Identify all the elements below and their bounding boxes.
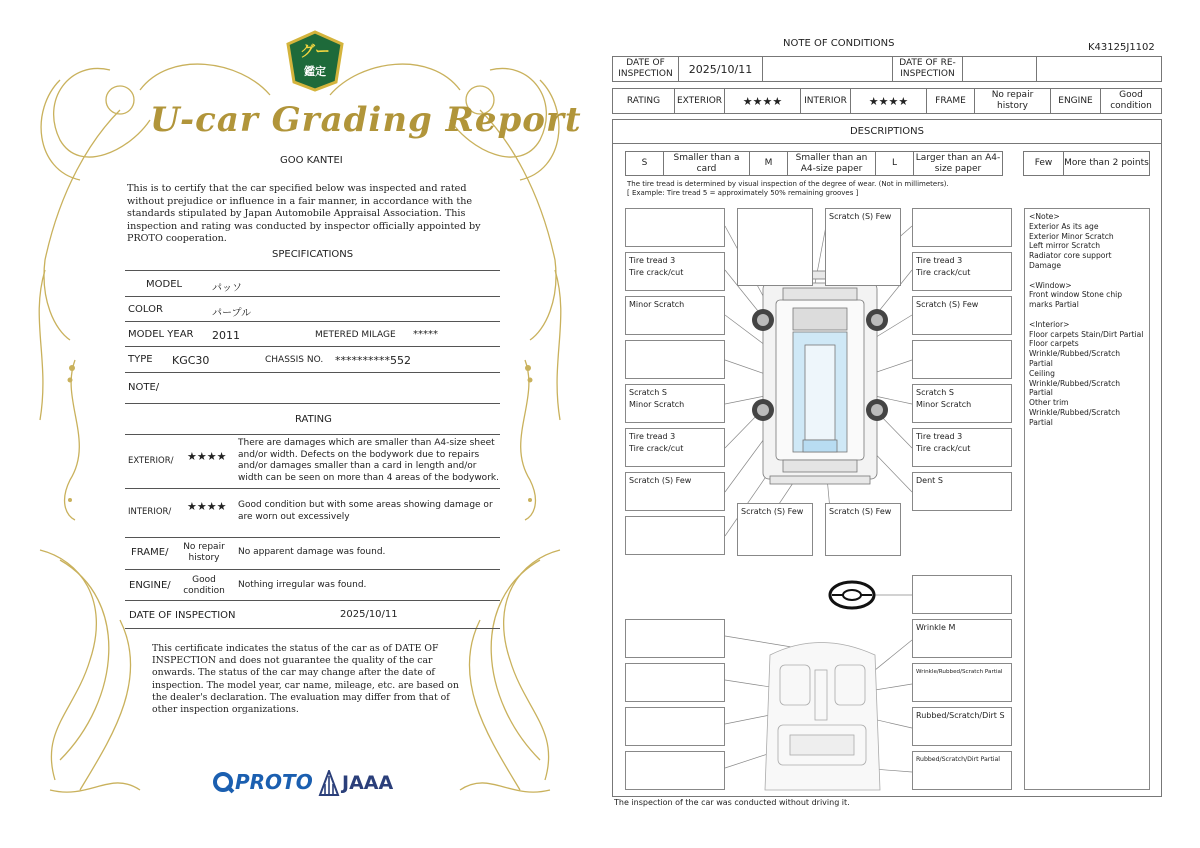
rating-heading: RATING	[295, 414, 332, 425]
note-label: NOTE/	[128, 382, 160, 393]
interior-box-left-2	[625, 663, 725, 702]
interior-label: INTERIOR/	[128, 507, 172, 517]
engine-label: ENGINE/	[129, 580, 171, 591]
interior-stars: ★★★★	[187, 500, 227, 513]
svg-text:グー: グー	[299, 42, 331, 60]
exterior-box-bottom-2: Scratch (S) Few	[825, 503, 901, 556]
exterior-box-bottom-1: Scratch (S) Few	[737, 503, 813, 556]
car-interior-icon	[765, 643, 880, 791]
exterior-box-right-6: Tire tread 3 Tire crack/cut	[912, 428, 1012, 467]
type-value: KGC30	[172, 354, 210, 367]
interior-box-left-3	[625, 707, 725, 746]
model-value: パッソ	[212, 283, 242, 294]
exterior-label: EXTERIOR	[675, 89, 725, 113]
report-title: U-car Grading Report	[150, 100, 582, 140]
interior-label: INTERIOR	[801, 89, 851, 113]
mileage-value: *****	[413, 329, 438, 340]
reference-number: K43125J1102	[1088, 42, 1155, 53]
tread-note-2: [ Example: Tire tread 5 = approximately 50% remaining grooves ]	[627, 189, 859, 197]
interior-box-right-3: Rubbed/Scratch/Dirt S	[912, 707, 1012, 746]
svg-text:鑑定: 鑑定	[304, 65, 326, 78]
issuer-name: GOO KANTEI	[280, 155, 343, 166]
type-label: TYPE	[128, 354, 153, 365]
exterior-box-left-1	[625, 208, 725, 247]
inspection-date-label: DATE OF INSPECTION	[129, 610, 236, 621]
frame-value: No repair history	[183, 542, 225, 563]
exterior-box-right-3: Scratch (S) Few	[912, 296, 1012, 335]
exterior-stars: ★★★★	[187, 450, 227, 463]
descriptions-heading: DESCRIPTIONS	[849, 126, 925, 137]
proto-mark-icon	[213, 770, 235, 794]
few-legend: Few More than 2 points	[1023, 151, 1150, 176]
exterior-description: There are damages which are smaller than A4-size sheet and/or width. Defects on the bodywork due to repairs and/or damages smaller than a card in length and/or width can be seen on more than 4 areas of the bodywork.	[238, 438, 499, 483]
conditions-title: NOTE OF CONDITIONS	[783, 38, 895, 49]
tread-note-1: The tire tread is determined by visual inspection of the degree of wear. (Not in millimeters).	[627, 180, 949, 188]
interior-box-right-2: Wrinkle/Rubbed/Scratch Partial	[912, 663, 1012, 702]
jaaa-logo: JAAA	[318, 770, 393, 796]
engine-description: Nothing irregular was found.	[238, 580, 367, 590]
color-label: COLOR	[128, 304, 163, 315]
model-year-value: 2011	[212, 329, 240, 342]
color-value: パープル	[212, 308, 252, 319]
exterior-box-left-3: Minor Scratch	[625, 296, 725, 335]
inspection-date-value: 2025/10/11	[340, 609, 398, 620]
exterior-box-top-center: Scratch (S) Few	[825, 208, 901, 286]
reinspection-label: DATE OF RE-INSPECTION	[893, 57, 963, 81]
date-value: 2025/10/11	[679, 57, 763, 81]
proto-logo: PROTO	[213, 770, 313, 794]
interior-box-steering	[912, 575, 1012, 614]
interior-box-right-1: Wrinkle M	[912, 619, 1012, 658]
exterior-box-left-5: Scratch S Minor Scratch	[625, 384, 725, 423]
exterior-box-left-6: Tire tread 3 Tire crack/cut	[625, 428, 725, 467]
frame-label: FRAME	[927, 89, 975, 113]
frame-label: FRAME/	[131, 547, 169, 558]
engine-value: Good condition	[183, 575, 225, 596]
interior-description: Good condition but with some areas showing damage or are worn out excessively	[238, 500, 493, 522]
exterior-box-top-left	[737, 208, 813, 286]
exterior-box-left-7: Scratch (S) Few	[625, 472, 725, 511]
conditions-footer: The inspection of the car was conducted without driving it.	[614, 798, 850, 807]
exterior-box-left-4	[625, 340, 725, 379]
jaaa-mark-icon	[318, 770, 340, 796]
note-of-conditions	[600, 0, 1200, 848]
steering-wheel-icon	[830, 582, 874, 608]
exterior-box-left-2: Tire tread 3 Tire crack/cut	[625, 252, 725, 291]
exterior-label: EXTERIOR/	[128, 456, 174, 466]
date-label: DATE OF INSPECTION	[613, 57, 679, 81]
car-top-view-icon	[763, 271, 877, 484]
exterior-stars: ★★★★	[725, 89, 801, 113]
interior-box-right-4: Rubbed/Scratch/Dirt Partial	[912, 751, 1012, 790]
frame-value: No repair history	[975, 89, 1051, 113]
exterior-box-right-5: Scratch S Minor Scratch	[912, 384, 1012, 423]
exterior-box-right-2: Tire tread 3 Tire crack/cut	[912, 252, 1012, 291]
engine-value: Good condition	[1110, 90, 1152, 111]
mileage-label: METERED MILAGE	[315, 330, 396, 340]
exterior-box-right-7: Dent S	[912, 472, 1012, 511]
engine-label: ENGINE	[1051, 89, 1101, 113]
exterior-box-right-4	[912, 340, 1012, 379]
model-year-label: MODEL YEAR	[128, 329, 194, 340]
rating-label: RATING	[613, 89, 675, 113]
model-label: MODEL	[146, 279, 183, 290]
chassis-value: **********552	[335, 354, 411, 367]
exterior-box-left-8	[625, 516, 725, 555]
interior-box-left-4	[625, 751, 725, 790]
goo-kantei-badge-icon	[286, 30, 344, 92]
frame-description: No apparent damage was found.	[238, 547, 386, 557]
interior-box-left-1	[625, 619, 725, 658]
condition-notes: <Note> Exterior As its age Exterior Minor Scratch Left mirror Scratch Radiator core support Damage <Window> Front window Stone chip marks Partial <Interior> Floor carpets Stain/Dirt Partial Floor carpets Wrinkle/Rubbed/Scratch Partial Ceiling Wrinkle/Rubbed/Scratch Partial Other trim Wrinkle/Rubbed/Scratch Partial	[1024, 208, 1150, 790]
chassis-label: CHASSIS NO.	[265, 355, 324, 365]
exterior-box-right-1	[912, 208, 1012, 247]
certificate-intro: This is to certify that the car specified below was inspected and rated without prejudice or influence in a fair manner, in accordance with the standards stipulated by Japan Automobile Appraisal Association. This inspection and rating was conducted by inspector officially appointed by PROTO cooperation.	[127, 183, 481, 244]
size-legend: S Smaller than a card M Smaller than an A4-size paper L Larger than an A4-size paper	[625, 151, 1003, 176]
specifications-heading: SPECIFICATIONS	[272, 249, 354, 260]
interior-stars: ★★★★	[851, 89, 927, 113]
certificate-disclaimer: This certificate indicates the status of the car as of DATE OF INSPECTION and does not guarantee the quality of the car onwards. The status of the car may change after the date of inspection. The model year, car name, mileage, etc. are based on the dealer's declaration. The evaluation may differ from that of other inspection organizations.	[152, 643, 459, 716]
